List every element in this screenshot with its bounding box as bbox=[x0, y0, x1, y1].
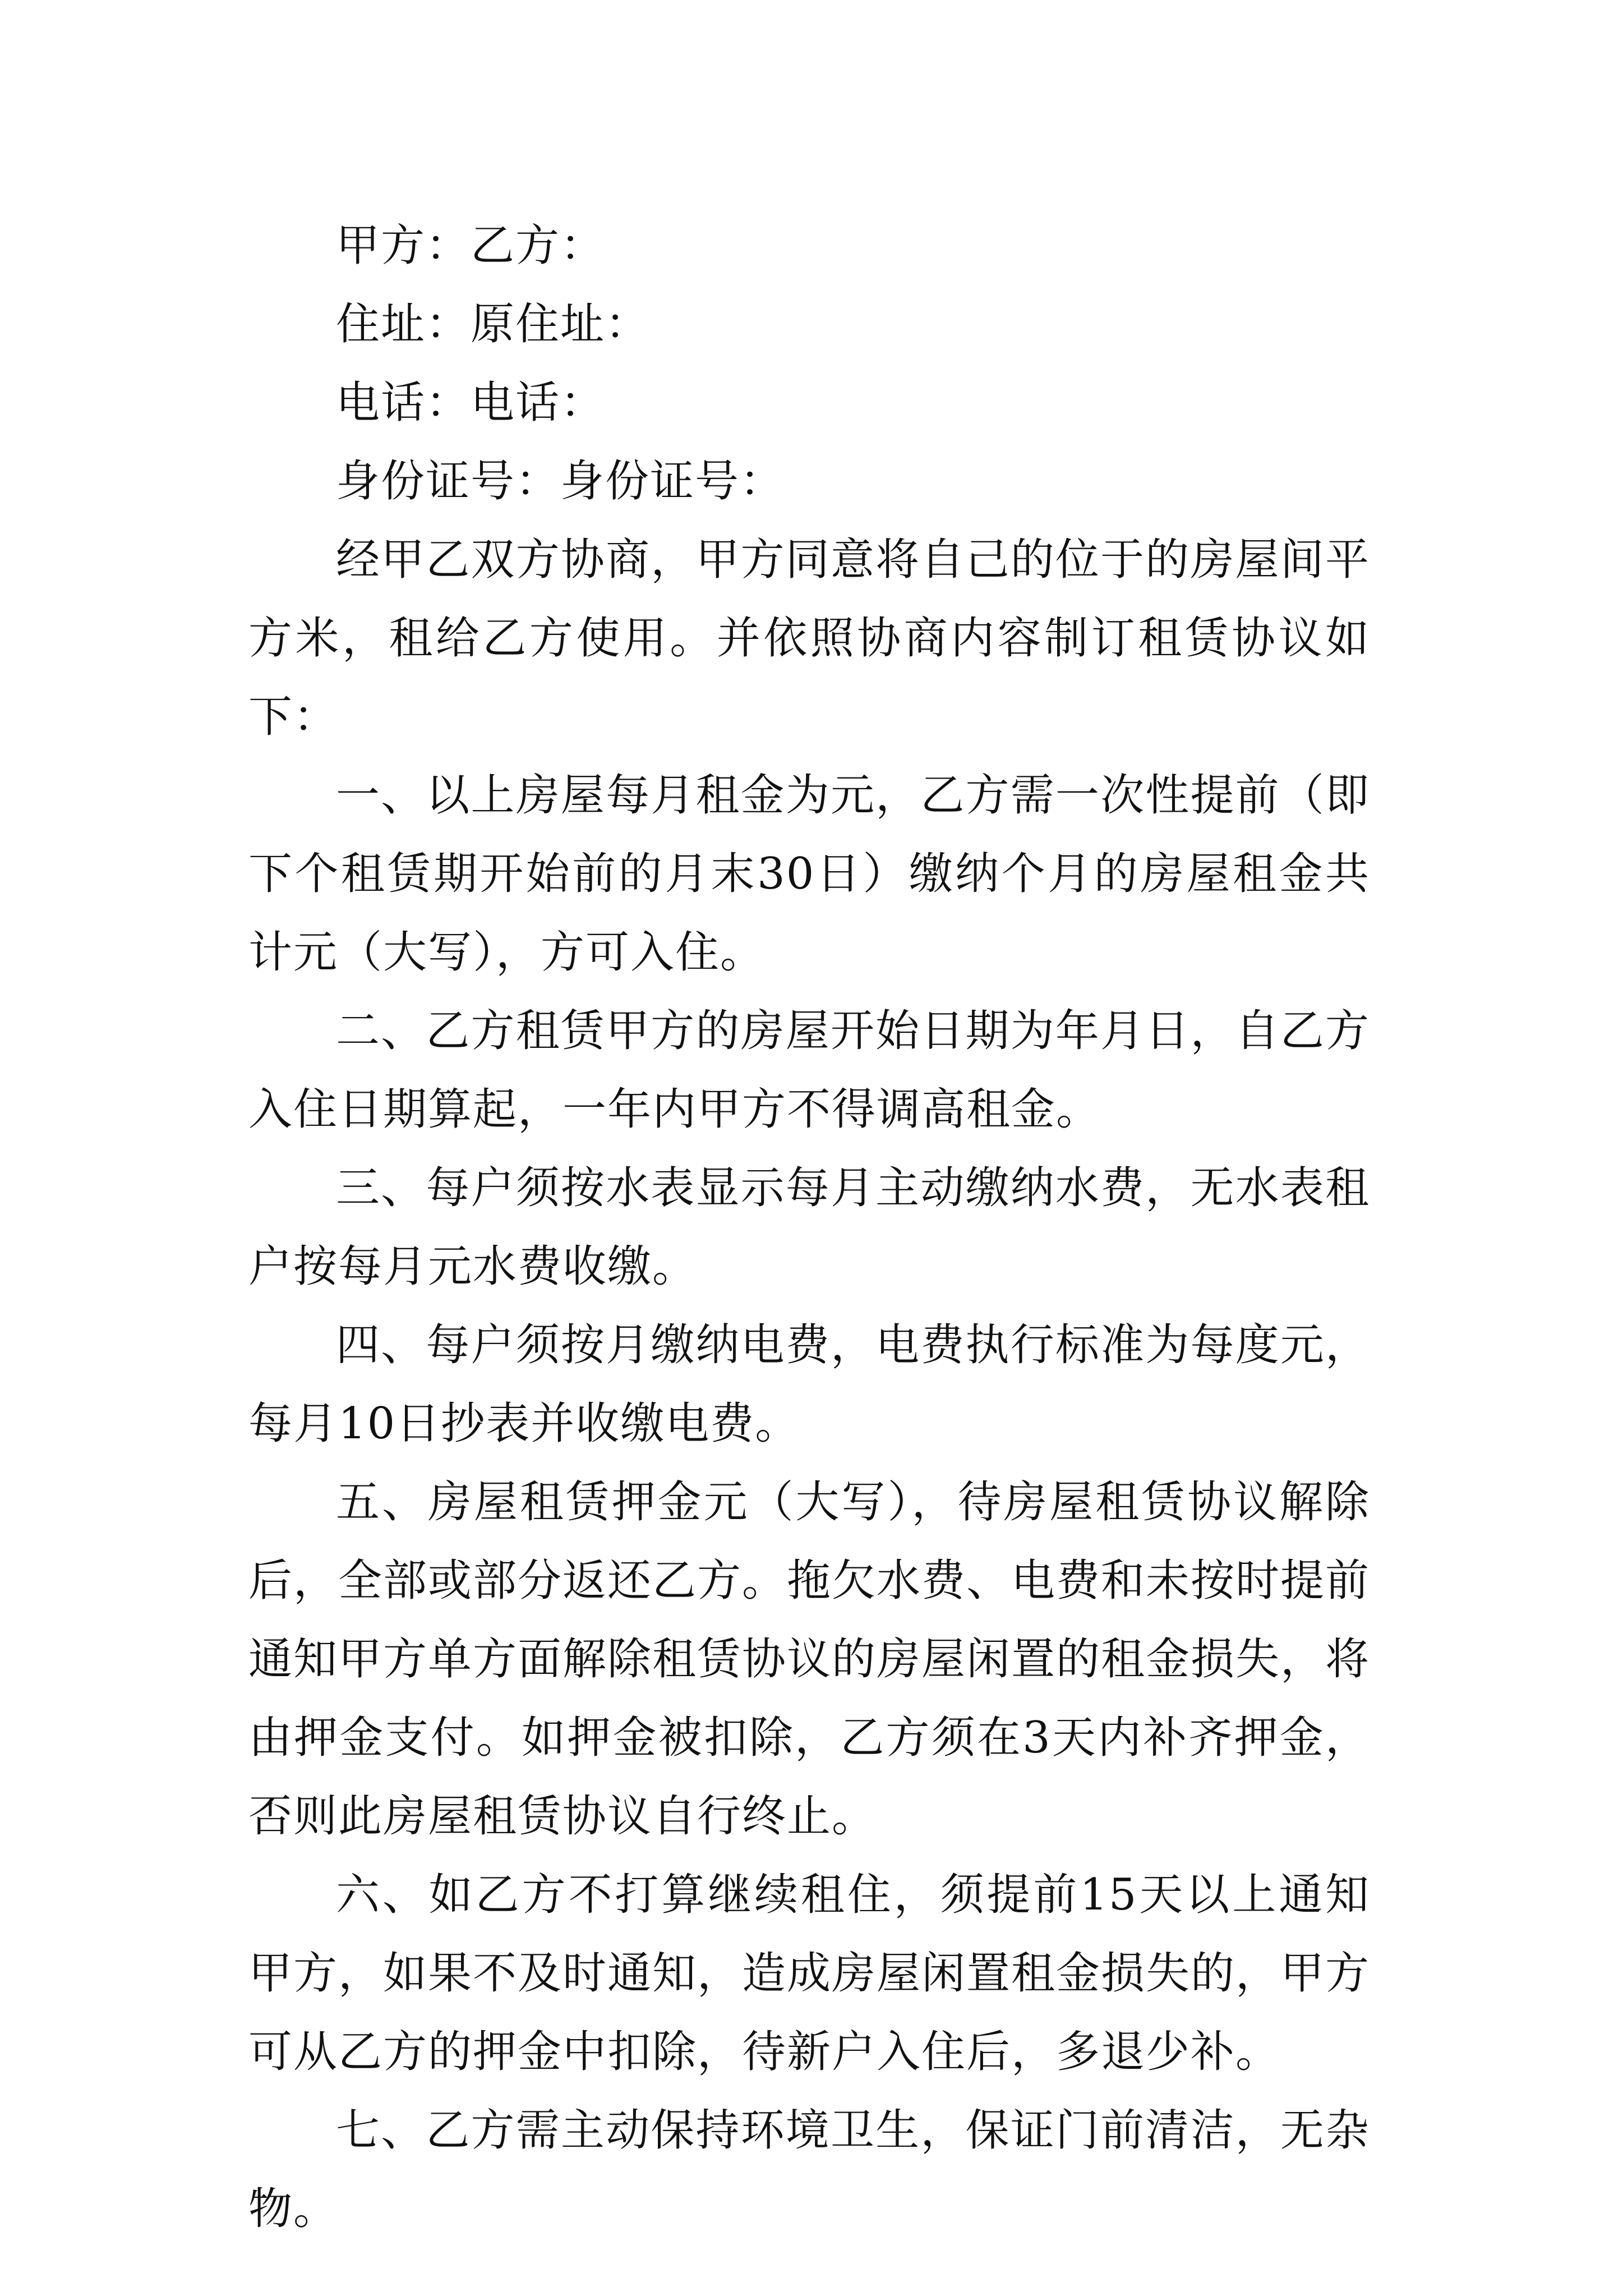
clause-2: 二、乙方租赁甲方的房屋开始日期为年月日，自乙方入住日期算起，一年内甲方不得调高租金。 bbox=[248, 1006, 1370, 1135]
address-line: 住址：原住址： bbox=[336, 299, 651, 349]
contract-body bbox=[248, 206, 1370, 2248]
clause-1: 一、以上房屋每月租金为元，乙方需一次性提前（即下个租赁期开始前的月末30日）缴纳个月的房屋租金共计元（大写），方可入住。 bbox=[248, 770, 1370, 978]
clause-5: 五、房屋租赁押金元（大写），待房屋租赁协议解除后，全部或部分返还乙方。拖欠水费、电费和未按时提前通知甲方单方面解除租赁协议的房屋闲置的租金损失，将由押金支付。如押金被扣除，乙方须在3天内补齐押金，否则此房屋租赁协议自行终止。 bbox=[248, 1477, 1371, 1842]
id-number-line: 身份证号：身份证号： bbox=[336, 456, 785, 507]
clause-6: 六、如乙方不打算继续租住，须提前15天以上通知甲方，如果不及时通知，造成房屋闲置租金损失的，甲方可从乙方的押金中扣除，待新户入住后，多退少补。 bbox=[248, 1870, 1371, 2077]
clause-4: 四、每户须按月缴纳电费，电费执行标准为每度元，每月10日抄表并收缴电费。 bbox=[248, 1320, 1370, 1449]
intro-paragraph: 经甲乙双方协商，甲方同意将自己的位于的房屋间平方米，租给乙方使用。并依照协商内容制订租赁协议如下： bbox=[248, 535, 1370, 742]
clause-7: 七、乙方需主动保持环境卫生，保证门前清洁，无杂物。 bbox=[248, 2105, 1370, 2234]
party-names-line: 甲方：乙方： bbox=[336, 220, 606, 271]
phone-line: 电话：电话： bbox=[336, 378, 606, 428]
clause-3: 三、每户须按水表显示每月主动缴纳水费，无水表租户按每月元水费收缴。 bbox=[248, 1163, 1370, 1292]
